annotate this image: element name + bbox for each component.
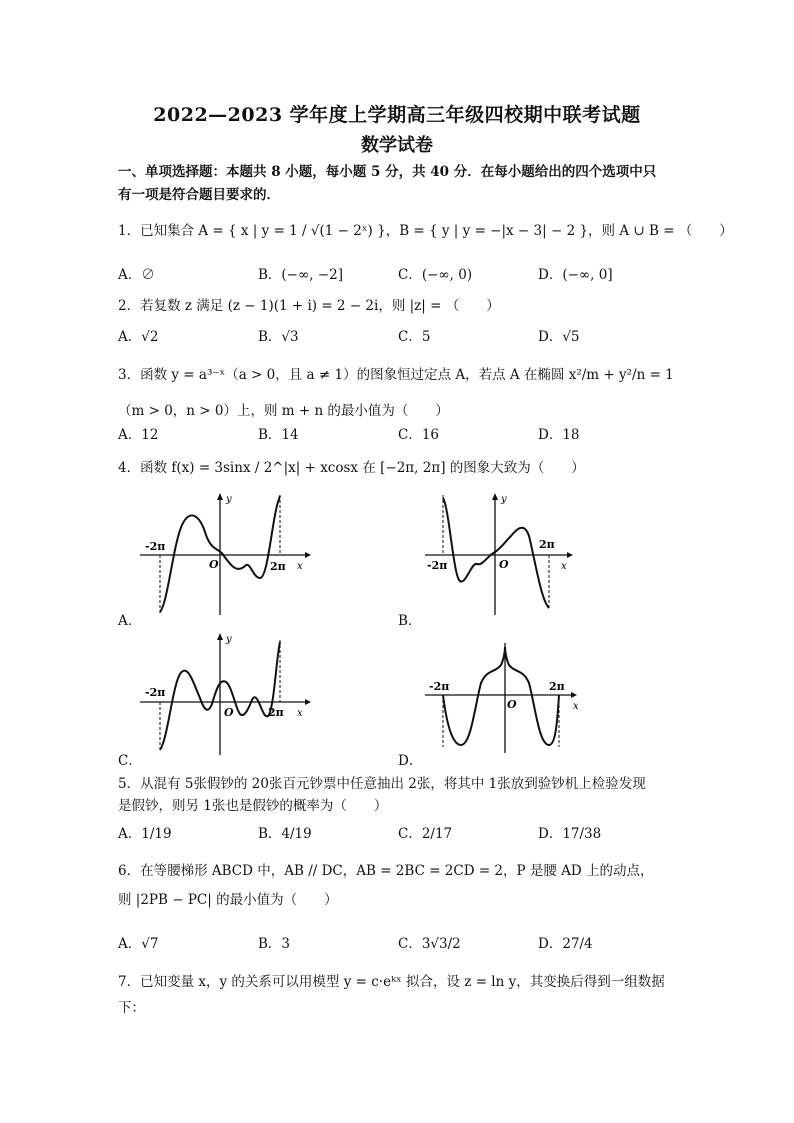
q4-option-c: C． <box>118 753 142 769</box>
q1-option-b: B．(−∞, −2] <box>258 267 343 283</box>
q4d-neg-label: -2π <box>429 680 450 693</box>
q6-option-d: D．27/4 <box>538 936 593 952</box>
section-instructions-1: 一、单项选择题：本题共 8 小题，每小题 5 分，共 40 分．在每小题给出的四个选项中只 <box>118 164 657 180</box>
q4d-origin-label: O <box>507 698 517 711</box>
q6-option-b: B．3 <box>258 936 291 952</box>
q4-option-d: D． <box>398 753 423 769</box>
q1-stem: 1．已知集合 A = { x | y = 1 / √(1 − 2ˣ) }，B = { y | y = −|x − 3| − 2 }，则 A ∪ B = （ ） <box>118 223 733 239</box>
q4b-neg-label: -2π <box>427 559 448 572</box>
q4c-pos-label: 2π <box>268 706 284 719</box>
q4c-origin-label: O <box>224 706 234 719</box>
q4d-pos-label: 2π <box>549 680 565 693</box>
q3-option-c: C．16 <box>398 427 440 443</box>
exam-subtitle: 数学试卷 <box>361 135 433 156</box>
q4a-pos-label: 2π <box>270 560 286 573</box>
q1-option-d: D．(−∞, 0] <box>538 267 613 283</box>
q4a-y-label: y <box>226 494 232 505</box>
q2-stem: 2．若复数 z 满足 (z − 1)(1 + i) = 2 − 2i，则 |z| = （ ） <box>118 298 500 314</box>
q1-option-c: C．(−∞, 0) <box>398 267 473 283</box>
section-instructions-2: 有一项是符合题目要求的． <box>118 187 280 203</box>
q5-stem-2: 是假钞，则另 1张也是假钞的概率为（ ） <box>118 798 388 814</box>
q4c-y-label: y <box>226 634 232 645</box>
q5-option-a: A．1/19 <box>118 826 172 842</box>
q4-graph-d <box>425 635 585 755</box>
q4-graph-a <box>140 490 310 620</box>
q4b-y-label: y <box>501 494 507 505</box>
q4d-x-label: x <box>573 701 579 712</box>
q3-stem-2: （m > 0，n > 0）上，则 m + n 的最小值为（ ） <box>118 403 449 419</box>
q3-stem-1: 3．函数 y = a³⁻ˣ（a > 0，且 a ≠ 1）的图象恒过定点 A，若点 A 在椭圆 x²/m + y²/n = 1 <box>118 367 674 383</box>
q4-stem: 4．函数 f(x) = 3sinx / 2^|x| + xcosx 在 [−2π, 2π] 的图象大致为（ ） <box>118 460 585 476</box>
q5-stem-1: 5．从混有 5张假钞的 20张百元钞票中任意抽出 2张，将其中 1张放到验钞机上检验发现 <box>118 776 646 792</box>
q4c-neg-label: -2π <box>145 686 166 699</box>
q4c-x-label: x <box>297 708 303 719</box>
q1-option-a: A．∅ <box>118 267 155 283</box>
q4-option-b: B． <box>398 613 422 629</box>
q4a-neg-label: -2π <box>145 540 166 553</box>
q6-stem-1: 6．在等腰梯形 ABCD 中，AB // DC，AB = 2BC = 2CD = 2，P 是腰 AD 上的动点， <box>118 863 654 879</box>
exam-title: 2022—2023 学年度上学期高三年级四校期中联考试题 <box>153 104 641 126</box>
q2-option-c: C．5 <box>398 329 431 345</box>
q4a-origin-label: O <box>209 558 219 571</box>
q6-option-c: C．3√3/2 <box>398 936 461 952</box>
q7-stem-2: 下： <box>118 1000 145 1016</box>
q5-option-c: C．2/17 <box>398 826 453 842</box>
q5-option-d: D．17/38 <box>538 826 602 842</box>
q6-option-a: A．√7 <box>118 936 159 952</box>
q4-graph-c <box>140 630 310 760</box>
q4-graph-b <box>425 490 580 620</box>
q2-option-b: B．√3 <box>258 329 299 345</box>
q2-option-d: D．√5 <box>538 329 580 345</box>
q6-stem-2: 则 |2PB − PC| 的最小值为（ ） <box>118 892 338 908</box>
q7-stem-1: 7．已知变量 x，y 的关系可以用模型 y = c·eᵏˣ 拟合，设 z = ln y，其变换后得到一组数据 <box>118 974 665 990</box>
q5-option-b: B．4/19 <box>258 826 312 842</box>
q4b-origin-label: O <box>499 558 509 571</box>
q3-option-b: B．14 <box>258 427 299 443</box>
q4-option-a: A． <box>118 613 142 629</box>
q4b-x-label: x <box>561 561 567 572</box>
q4b-pos-label: 2π <box>539 538 555 551</box>
q3-option-a: A．12 <box>118 427 159 443</box>
q4a-x-label: x <box>297 561 303 572</box>
q3-option-d: D．18 <box>538 427 580 443</box>
q2-option-a: A．√2 <box>118 329 159 345</box>
